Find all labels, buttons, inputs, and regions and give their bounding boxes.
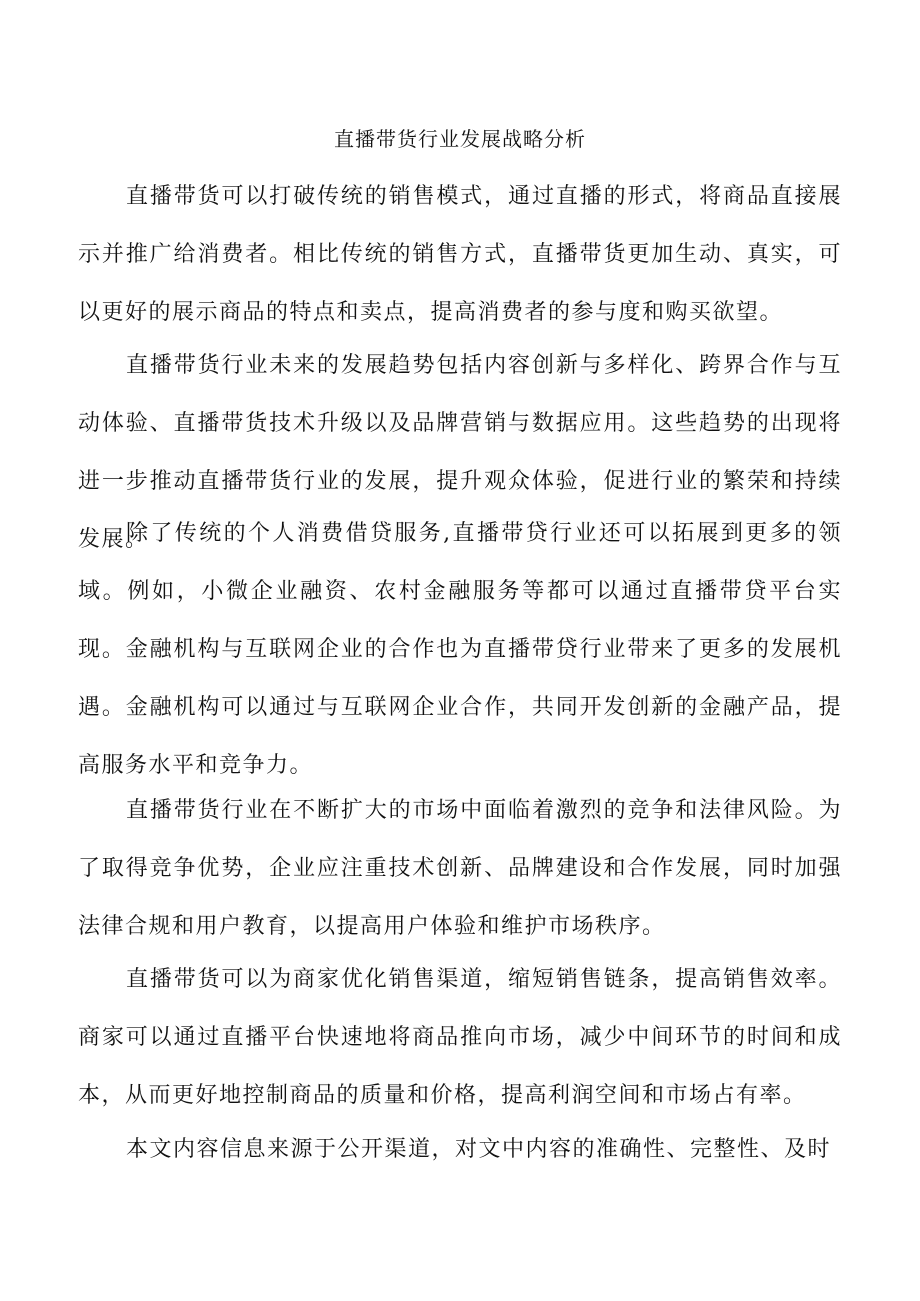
document-title: 直播带货行业发展战略分析 bbox=[334, 127, 586, 151]
paragraph-3: 除了传统的个人消费借贷服务,直播带贷行业还可以拓展到更多的领域。例如，小微企业融资、农村金融服务等都可以通过直播带贷平台实现。金融机构与互联网企业的合作也为直播带贷行业带来了更多的发展机遇。金融机构可以通过与互联网企业合作，共同开发创新的金融产品，提高服务水平和竞争力。 bbox=[78, 521, 842, 778]
paragraph-2: 直播带货行业未来的发展趋势包括内容创新与多样化、跨界合作与互动体验、直播带货技术升级以及品牌营销与数据应用。这些趋势的出现将进一步推动直播带货行业的发展，提升观众体验，促进行业的繁荣和持续发展。 bbox=[78, 353, 842, 552]
paragraph-6: 本文内容信息来源于公开渠道，对文中内容的准确性、完整性、及时 bbox=[126, 1137, 832, 1162]
paragraph-5: 直播带货可以为商家优化销售渠道，缩短销售链条，提高销售效率。商家可以通过直播平台快速地将商品推向市场，减少中间环节的时间和成本，从而更好地控制商品的质量和价格，提高利润空间和市场占有率。 bbox=[78, 967, 842, 1108]
paragraph-1: 直播带货可以打破传统的销售模式，通过直播的形式，将商品直接展示并推广给消费者。相比传统的销售方式，直播带货更加生动、真实，可以更好的展示商品的特点和卖点，提高消费者的参与度和购买欲望。 bbox=[78, 184, 842, 325]
paragraph-4: 直播带货行业在不断扩大的市场中面临着激烈的竞争和法律风险。为了取得竞争优势，企业应注重技术创新、品牌建设和合作发展，同时加强法律合规和用户教育，以提高用户体验和维护市场秩序。 bbox=[78, 798, 842, 939]
